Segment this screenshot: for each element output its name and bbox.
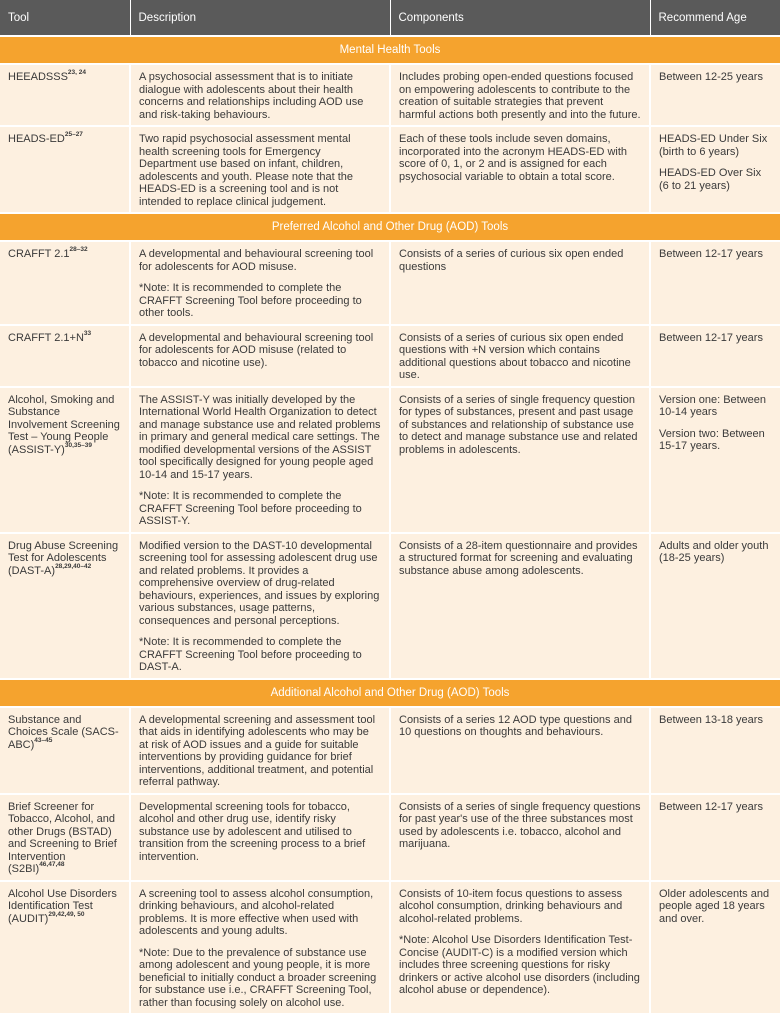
tool-cell [0, 533, 130, 679]
tool-name: CRAFFT 2.1+N [8, 331, 84, 344]
age-cell-text: Older adolescents and people aged 18 years and over. [659, 887, 770, 925]
table-row [0, 707, 780, 794]
tool-reference: 30,35–39 [64, 441, 92, 449]
description-cell [130, 387, 390, 533]
components-cell [390, 794, 650, 881]
description-cell-text: Modified version to the DAST-10 developmental screening tool for assessing adolescent drug use and related problems. It provides a comprehensive overview of drug-related behaviours, experiences, and issues by exploring various substances, usage patterns, consequences and personal perceptions. [139, 539, 380, 627]
age-cell-text: Between 12-17 years [659, 248, 763, 260]
header-description: Description [130, 0, 390, 36]
components-cell [390, 387, 650, 533]
tool-reference: 33 [83, 329, 92, 337]
description-cell [130, 794, 390, 881]
description-cell-text: The ASSIST-Y was initially developed by the International World Health Organization to detect and manage substance use and related problems in primary and general medical care settings. The modified developmental versions of the ASSIST tool specifically designed for young people aged 10-14 and 15-17 years. [139, 393, 381, 481]
table-row [0, 533, 780, 679]
age-cell-text: Between 12-25 years [659, 71, 763, 83]
tool-reference: 25–27 [64, 131, 83, 139]
components-cell [390, 126, 650, 213]
tool-name: HEADS-ED [8, 133, 65, 145]
tool-name: Drug Abuse Screening Test for Adolescents (DAST-A) [8, 539, 119, 577]
table-header-row [0, 0, 780, 36]
tool-cell [0, 881, 130, 1015]
description-cell [130, 881, 390, 1015]
age-cell [650, 387, 780, 533]
age-cell [650, 64, 780, 126]
age-cell-text: Adults and older youth (18-25 years) [659, 539, 769, 564]
tool-reference: 29,42,49, 50 [48, 910, 85, 918]
tool-cell [0, 794, 130, 881]
components-cell-text: Consists of a series 12 AOD type questions and 10 questions on thoughts and behaviours. [399, 713, 632, 738]
description-cell-text: *Note: Due to the prevalence of substance use among adolescent and young people, it is more beneficial to initially conduct a broader screening for substance use i.e., CRAFFT Screening Tool, rather than focusing solely on alcohol use. [139, 946, 377, 1009]
components-cell [390, 881, 650, 1015]
tool-cell [0, 387, 130, 533]
description-cell-text: *Note: It is recommended to complete the CRAFFT Screening Tool before proceeding to DAST-A. [139, 636, 362, 673]
description-cell [130, 707, 390, 794]
section-header-row [0, 36, 780, 64]
table-row [0, 387, 780, 533]
header-components: Components [390, 0, 650, 36]
section-title: Preferred Alcohol and Other Drug (AOD) Tools [0, 213, 780, 241]
components-cell [390, 707, 650, 794]
table-row [0, 126, 780, 213]
tool-name: CRAFFT 2.1 [8, 248, 70, 260]
components-cell-text: Consists of a 28-item questionnaire and provides a structured format for screening and evaluating substance abuse among adolescents. [399, 539, 638, 577]
components-cell-text: Consists of a series of curious six open ended questions with +N version which contains additional questions about tobacco and nicotine use. [399, 331, 631, 381]
age-cell [650, 126, 780, 213]
tool-cell [0, 707, 130, 794]
tool-name: Alcohol Use Disorders Identification Test (AUDIT) [8, 887, 117, 925]
age-cell-text: Between 12-17 years [659, 331, 763, 344]
description-cell [130, 126, 390, 213]
table-row [0, 241, 780, 325]
components-cell-text: Each of these tools include seven domains, incorporated into the acronym HEADS-ED with score of 0, 1, or 2 and is assigned for each psychosocial variable to obtain a total score. [399, 133, 628, 183]
age-cell [650, 707, 780, 794]
components-cell-text: Consists of a series of curious six open ended questions [399, 248, 624, 273]
tool-cell [0, 126, 130, 213]
tool-cell [0, 64, 130, 126]
header-recommend-age: Recommend Age [650, 0, 780, 36]
age-cell [650, 241, 780, 325]
tool-reference: 23, 24 [67, 69, 86, 77]
tool-name: Brief Screener for Tobacco, Alcohol, and other Drugs (BSTAD) and Screening to Brief Intervention (S2BI) [8, 800, 117, 875]
tool-reference: 28,29,40–42 [55, 562, 92, 570]
components-cell-text: Consists of a series of single frequency questions for past year's use of the three substances most used by adolescents i.e. tobacco, alcohol and marijuana. [399, 800, 641, 850]
tool-name: Alcohol, Smoking and Substance Involvement Screening Test – Young People (ASSIST-Y) [8, 393, 120, 456]
age-cell-text: HEADS-ED Under Six (birth to 6 years) [659, 133, 768, 158]
tool-cell [0, 325, 130, 387]
table-row [0, 325, 780, 387]
age-cell-text: Version one: Between 10-14 years [659, 393, 767, 418]
age-cell-text: Between 13-18 years [659, 713, 763, 726]
components-cell-text: Consists of 10-item focus questions to assess alcohol consumption, drinking behaviours and alcohol-related problems. [399, 887, 623, 925]
components-cell-text: *Note: Alcohol Use Disorders Identification Test-Concise (AUDIT-C) is a modified version which includes three screening questions for risky drinkers or active alcohol use disorders (including alcohol abuse or dependence). [399, 934, 640, 996]
description-cell [130, 64, 390, 126]
tool-reference: 46,47,48 [39, 861, 65, 869]
table-row [0, 64, 780, 126]
tool-name: HEEADSSS [8, 71, 68, 83]
age-cell-text: Between 12-17 years [659, 800, 763, 813]
tool-reference: 28–32 [69, 246, 88, 254]
section-title: Additional Alcohol and Other Drug (AOD) Tools [0, 679, 780, 707]
description-cell-text: A screening tool to assess alcohol consumption, drinking behaviours, and alcohol-related problems. It is more effective when used with adolescents and young adults. [139, 887, 374, 937]
age-cell [650, 881, 780, 1015]
table-body [0, 36, 780, 1014]
components-cell [390, 533, 650, 679]
description-cell-text: Developmental screening tools for tobacco, alcohol and other drug use, identify risky substance use by adolescent and utilised to transition from the screening process to a brief intervention. [139, 800, 366, 863]
description-cell-text: *Note: It is recommended to complete the CRAFFT Screening Tool before proceeding to ASSIST-Y. [139, 490, 362, 527]
description-cell [130, 325, 390, 387]
header-tool: Tool [0, 0, 130, 36]
age-cell-text: HEADS-ED Over Six (6 to 21 years) [659, 167, 762, 192]
description-cell-text: A developmental and behavioural screening tool for adolescents for AOD misuse (related to tobacco and nicotine use). [139, 331, 374, 369]
description-cell-text: *Note: It is recommended to complete the CRAFFT Screening Tool before proceeding to other tools. [139, 282, 362, 319]
tool-cell [0, 241, 130, 325]
table-row [0, 881, 780, 1015]
table-row [0, 794, 780, 881]
components-cell [390, 64, 650, 126]
components-cell [390, 325, 650, 387]
components-cell-text: Consists of a series of single frequency question for types of substances, present and past usage of substances and relationship of substance use to detect and manage substance use and related problems in adolescents. [399, 393, 638, 456]
description-cell-text: A psychosocial assessment that is to initiate dialogue with adolescents about their health concerns and relationships including AOD use and risk-taking behaviours. [139, 71, 364, 121]
section-header-row [0, 679, 780, 707]
description-cell-text: Two rapid psychosocial assessment mental health screening tools for Emergency Department use based on infant, children, adolescents and youth. Please note that the HEADS-ED is a screening tool and is not intended to replace clinical judgement. [139, 133, 354, 208]
age-cell [650, 325, 780, 387]
description-cell-text: A developmental screening and assessment tool that aids in identifying adolescents who may be at risk of AOD issues and a guide for suitable interventions by providing guidance for brief interventions, additional treatment, and potential referral pathway. [139, 713, 376, 788]
description-cell-text: A developmental and behavioural screening tool for adolescents for AOD misuse. [139, 248, 374, 273]
age-cell [650, 794, 780, 881]
description-cell [130, 533, 390, 679]
description-cell [130, 241, 390, 325]
tool-reference: 43–45 [34, 736, 53, 744]
section-title: Mental Health Tools [0, 36, 780, 64]
age-cell [650, 533, 780, 679]
components-cell [390, 241, 650, 325]
section-header-row [0, 213, 780, 241]
age-cell-text: Version two: Between 15-17 years. [659, 427, 765, 452]
components-cell-text: Includes probing open-ended questions focused on empowering adolescents to contribute to the creation of suitable strategies that prevent harmful actions both presently and into the future. [399, 71, 641, 121]
tool-name: Substance and Choices Scale (SACS-ABC) [8, 713, 119, 751]
